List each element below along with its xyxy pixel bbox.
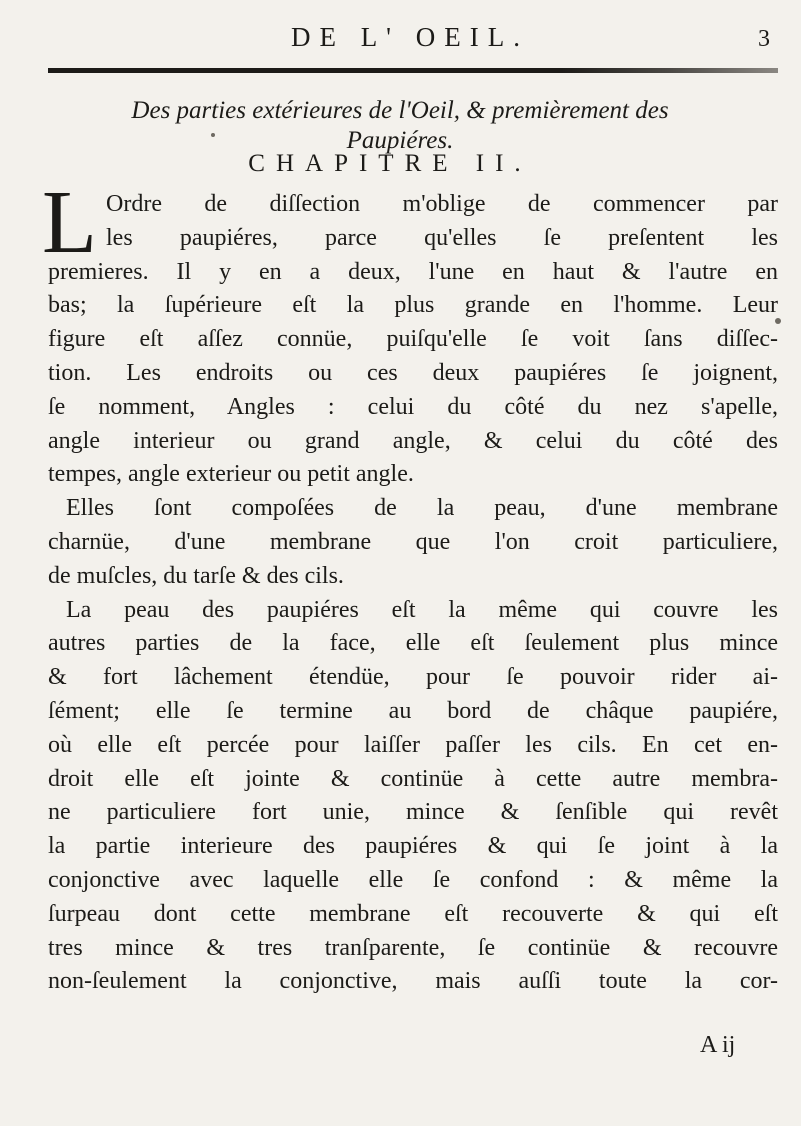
body-line: ſément; elle ſe termine au bord de châque paupiére, <box>48 697 778 724</box>
body-line: les paupiéres, parce qu'elles ſe preſentent les <box>106 224 778 251</box>
body-line: bas; la ſupérieure eſt la plus grande en l'homme. Leur <box>48 292 778 319</box>
body-line: droit elle eſt jointe & continüe à cette autre membra- <box>48 765 778 792</box>
body-line: non-ſeulement la conjonctive, mais auſſi toute la cor- <box>48 968 778 995</box>
body-line: autres parties de la face, elle eſt ſeulement plus mince <box>48 630 778 657</box>
header-rule <box>48 68 778 73</box>
body-line: Elles ſont compoſées de la peau, d'une membrane <box>66 495 778 522</box>
ink-spot <box>211 133 215 137</box>
body-line: conjonctive avec laquelle elle ſe confond : & même la <box>48 866 778 893</box>
body-line: figure eſt aſſez connüe, puiſqu'elle ſe voit ſans diſſec- <box>48 326 778 353</box>
body-line: La peau des paupiéres eſt la même qui couvre les <box>66 596 778 623</box>
page-number: 3 <box>758 26 770 52</box>
body-line: Ordre de diſſection m'oblige de commencer par <box>106 191 778 217</box>
body-line: premieres. Il y en a deux, l'une en haut & l'autre en <box>48 258 778 285</box>
section-title-line-2: Paupiéres. <box>346 127 454 154</box>
body-line: ſurpeau dont cette membrane eſt recouverte & qui eſt <box>48 900 778 927</box>
body-line: tres mince & tres tranſparente, ſe continüe & recouvre <box>48 934 778 961</box>
body-line: la partie interieure des paupiéres & qui ſe joint à la <box>48 833 778 860</box>
body-line: & fort lâchement étendüe, pour ſe pouvoir rider ai- <box>48 664 778 691</box>
drop-cap: L <box>42 173 97 272</box>
body-line: de muſcles, du tarſe & des cils. <box>48 562 344 589</box>
chapter-heading: CHAPITRE II. <box>248 150 532 177</box>
body-line: ſe nomment, Angles : celui du côté du nez s'apelle, <box>48 393 778 420</box>
body-line: ne particuliere fort unie, mince & ſenſible qui revêt <box>48 799 778 826</box>
section-title-line-1: Des parties extérieures de l'Oeil, & premièrement des <box>131 97 669 124</box>
body-line: angle interieur ou grand angle, & celui du côté des <box>48 427 778 454</box>
body-text <box>48 188 778 999</box>
body-line: tion. Les endroits ou ces deux paupiéres ſe joignent, <box>48 359 778 386</box>
body-line: tempes, angle exterieur ou petit angle. <box>48 461 414 488</box>
body-line: charnüe, d'une membrane que l'on croit particuliere, <box>48 528 778 555</box>
section-title <box>50 96 750 156</box>
running-head: DE L' OEIL. <box>290 22 530 52</box>
ink-spot <box>775 318 781 324</box>
body-line: où elle eſt percée pour laiſſer paſſer les cils. En cet en- <box>48 731 778 758</box>
signature-mark: A ij <box>700 1032 736 1058</box>
